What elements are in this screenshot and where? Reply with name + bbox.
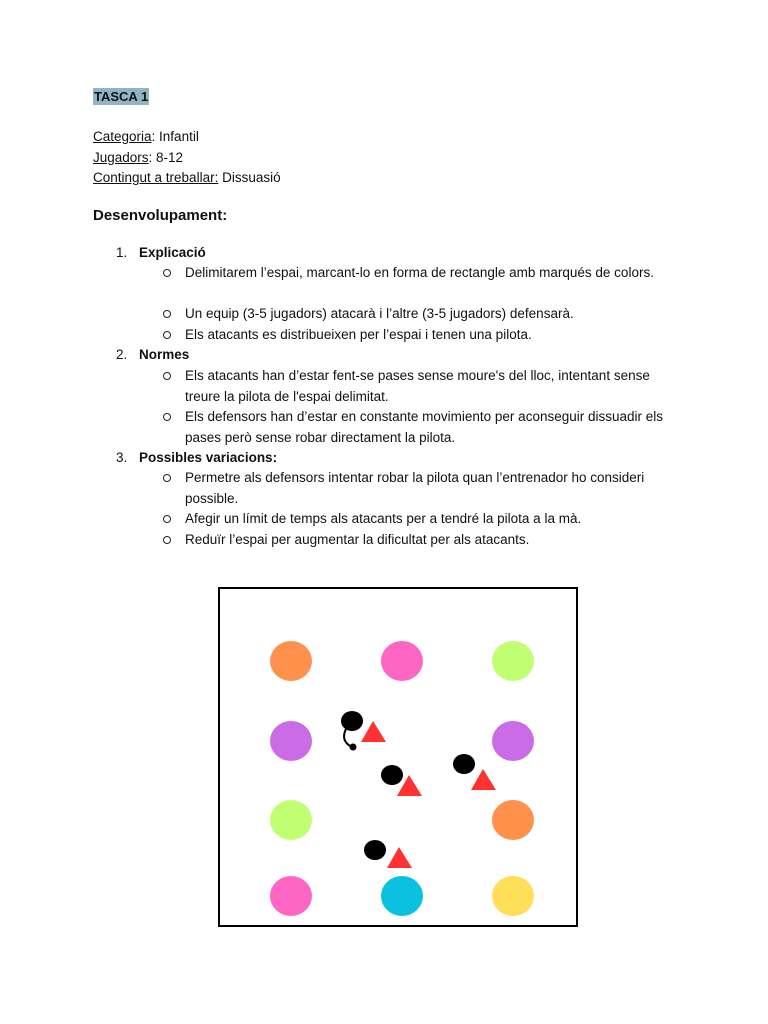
cone-marker <box>270 800 312 840</box>
bullet-item <box>163 304 663 325</box>
cone-marker <box>270 721 312 761</box>
circle-bullet-icon <box>163 474 171 482</box>
ball-icon <box>350 744 357 751</box>
bullet-text: Delimitarem l’espai, marcant-lo en forma de rectangle amb marqués de colors. <box>185 265 654 280</box>
meta-players <box>93 149 183 167</box>
field-diagram <box>218 587 578 927</box>
cone-marker <box>492 641 534 681</box>
bullet-text: Els atacants han d’estar fent-se pases sense moure's del lloc, intentant sense treure la pilota de l'espai delimitat. <box>185 368 650 404</box>
bullet-item <box>163 530 663 551</box>
section-3 <box>116 448 277 468</box>
bullet-text: Els atacants es distribueixen per l’espai i tenen una pilota. <box>185 327 532 342</box>
meta-content-label: Contingut a treballar: <box>93 170 219 185</box>
attacker-player-icon <box>381 765 403 785</box>
meta-players-value: : 8-12 <box>148 150 184 165</box>
attacker-player-icon <box>453 754 475 774</box>
circle-bullet-icon <box>163 536 171 544</box>
bullet-item <box>163 407 663 448</box>
field-diagram-svg <box>220 589 580 929</box>
attacker-player-icon <box>341 711 363 731</box>
bullet-text: Reduïr l’espai per augmentar la dificultat per als atacants. <box>185 532 530 547</box>
section-1-label: Explicació <box>139 245 206 260</box>
cone-marker <box>381 876 423 916</box>
cone-marker <box>492 800 534 840</box>
defender-player-icon <box>387 847 412 868</box>
task-title: TASCA 1 <box>94 89 149 104</box>
meta-category-label: Categoria <box>93 129 152 144</box>
circle-bullet-icon <box>163 515 171 523</box>
bullet-item <box>163 366 663 407</box>
cone-marker <box>270 876 312 916</box>
circle-bullet-icon <box>163 372 171 380</box>
meta-category <box>93 128 199 146</box>
cone-marker <box>492 876 534 916</box>
section-2-number: 2. <box>116 347 128 362</box>
bullet-text: Afegir un límit de temps als atacants per a tendré la pilota a la mà. <box>185 511 582 526</box>
bullet-text: Permetre als defensors intentar robar la pilota quan l’entrenador ho consideri possible. <box>185 470 645 506</box>
cone-marker <box>492 721 534 761</box>
bullet-text: Un equip (3-5 jugadors) atacarà i l’altre (3-5 jugadors) defensarà. <box>185 306 574 321</box>
defender-player-icon <box>471 769 496 790</box>
meta-content <box>93 169 281 187</box>
meta-category-value: : Infantil <box>151 129 199 144</box>
bullet-item <box>163 325 663 346</box>
cone-marker <box>270 641 312 681</box>
section-2 <box>116 345 189 365</box>
meta-content-value: Dissuasió <box>218 170 281 185</box>
section-1 <box>116 243 206 263</box>
circle-bullet-icon <box>163 413 171 421</box>
section-3-number: 3. <box>116 450 128 465</box>
circle-bullet-icon <box>163 331 171 339</box>
section-2-label: Normes <box>139 347 190 362</box>
meta-players-label: Jugadors <box>93 150 149 165</box>
section-heading: Desenvolupament: <box>93 207 228 224</box>
circle-bullet-icon <box>163 310 171 318</box>
section-3-label: Possibles variacions: <box>139 450 278 465</box>
defender-player-icon <box>361 721 386 742</box>
bullet-item <box>163 468 663 509</box>
bullet-item <box>163 509 663 530</box>
cone-marker <box>381 641 423 681</box>
section-1-number: 1. <box>116 245 128 260</box>
attacker-player-icon <box>364 840 386 860</box>
circle-bullet-icon <box>163 269 171 277</box>
bullet-item <box>163 263 663 284</box>
bullet-text: Els defensors han d’estar en constante movimiento per aconseguir dissuadir els pases però sense robar directament la pilota. <box>185 409 664 445</box>
